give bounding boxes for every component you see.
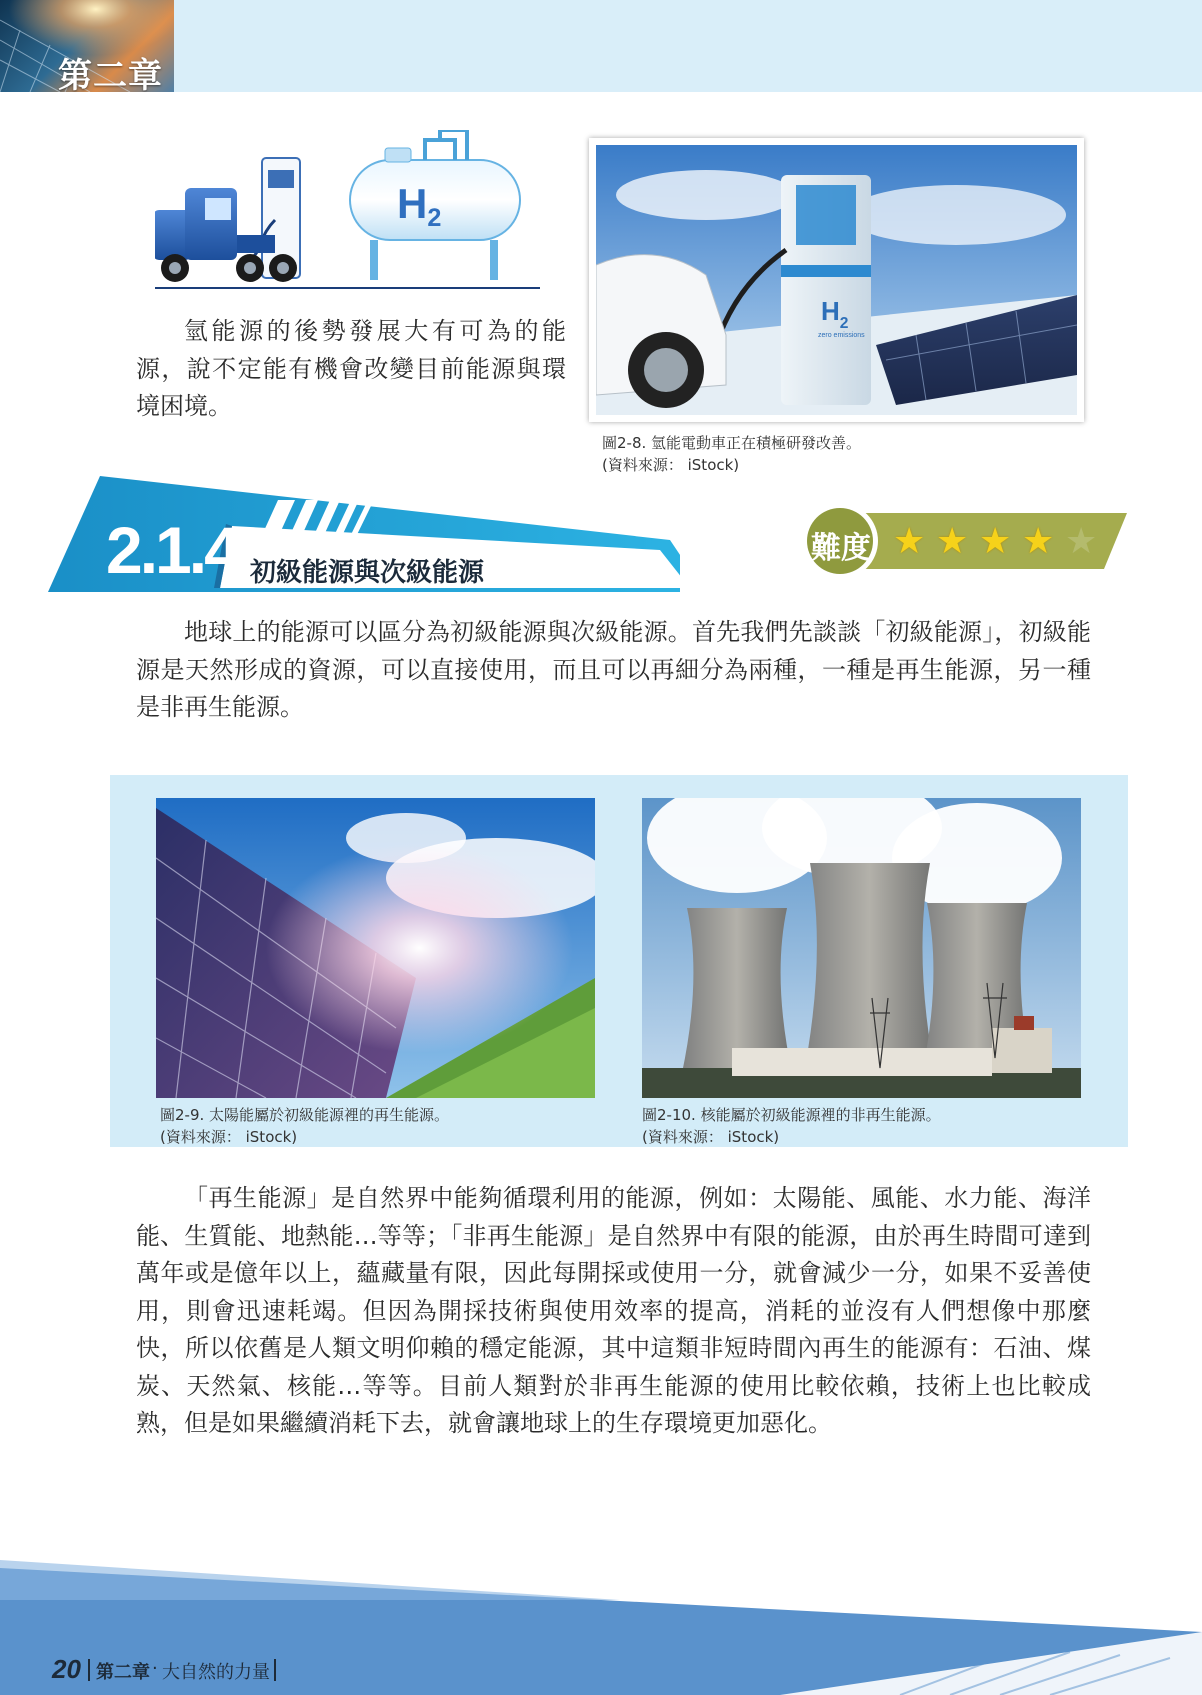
footer-chapter: [96, 1658, 150, 1684]
header-band: [0, 0, 1202, 92]
difficulty-star-empty-icon: ★: [1065, 521, 1098, 562]
footer-book-title: 大自然的力量: [162, 1662, 270, 1683]
difficulty-star-filled-icon: ★: [893, 521, 926, 562]
paragraph-primary-energy: 地球上的能源可以區分為初級能源與次級能源。首先我們先談談「初級能源」，初級能源是天然形成的資源，可以直接使用，而且可以再細分為兩種，一種是再生能源，另一種是非再生能源。: [136, 618, 1091, 721]
figure-2-9-caption-line1: 圖2-9. 太陽能屬於初級能源裡的再生能源。: [160, 1106, 450, 1124]
figure-2-8-caption-line2: (資料來源： iStock): [602, 456, 740, 474]
intro-paragraph: 氫能源的後勢發展大有可為的能源，說不定能有機會改變目前能源與環境困境。: [136, 317, 566, 420]
difficulty-star-filled-icon: ★: [979, 521, 1012, 562]
footer-separator: [88, 1659, 90, 1681]
section-title: 初級能源與次級能源: [250, 558, 485, 588]
chapter-label: 第二章: [58, 56, 163, 92]
nuclear-plant-photo: [642, 798, 1081, 1098]
station-h2-label: $H_2$: [821, 296, 849, 332]
chapter-tab: [0, 0, 174, 92]
figure-2-8-caption-line1: 圖2-8. 氫能電動車正在積極研發改善。: [602, 434, 862, 452]
footer-separator-end: [274, 1659, 276, 1681]
hydrogen-car-photo: [596, 145, 1077, 415]
figure-2-10-caption-line1: 圖2-10. 核能屬於初級能源裡的非再生能源。: [642, 1106, 941, 1124]
difficulty-star-filled-icon: ★: [1022, 521, 1055, 562]
footer-dot: ·: [152, 1658, 158, 1679]
footer-chapter-label: 第二章: [96, 1662, 150, 1683]
solar-panel-photo: [156, 798, 595, 1098]
figure-2-10-caption-line2: (資料來源： iStock): [642, 1128, 780, 1146]
figure-2-9-caption-line2: (資料來源： iStock): [160, 1128, 298, 1146]
station-subtext: zero emissions: [818, 332, 865, 339]
figure-2-9-caption: [160, 1104, 610, 1148]
h2-tank-label: H2: [397, 180, 442, 232]
paragraph-renewable-energy: 「再生能源」是自然界中能夠循環利用的能源，例如：太陽能、風能、水力能、海洋能、生質能、地熱能…等等；「非再生能源」是自然界中有限的能源，由於再生時間可達到萬年或是億年以上，蘊藏量有限，因此每開採或使用一分，就會減少一分，如果不妥善使用，則會迅速耗竭。但因為開採技術與使用效率的提高，消耗的並沒有人們想像中那麼快，所以依舊是人類文明仰賴的穩定能源，其中這類非短時間內再生的能源有：石油、煤炭、天然氣、核能…等等。目前人類對於非再生能源的使用比較依賴，技術上也比較成熟，但是如果繼續消耗下去，就會讓地球上的生存環境更加惡化。: [136, 1184, 1091, 1437]
difficulty-label: 難度: [811, 531, 871, 566]
hydrogen-truck-illustration: [155, 130, 545, 290]
figure-2-10-caption: [642, 1104, 1112, 1148]
section-number: 2.1.4: [106, 513, 238, 587]
difficulty-star-filled-icon: ★: [936, 521, 969, 562]
figure-2-8-frame: [589, 138, 1084, 422]
page-number: 20: [52, 1654, 81, 1684]
